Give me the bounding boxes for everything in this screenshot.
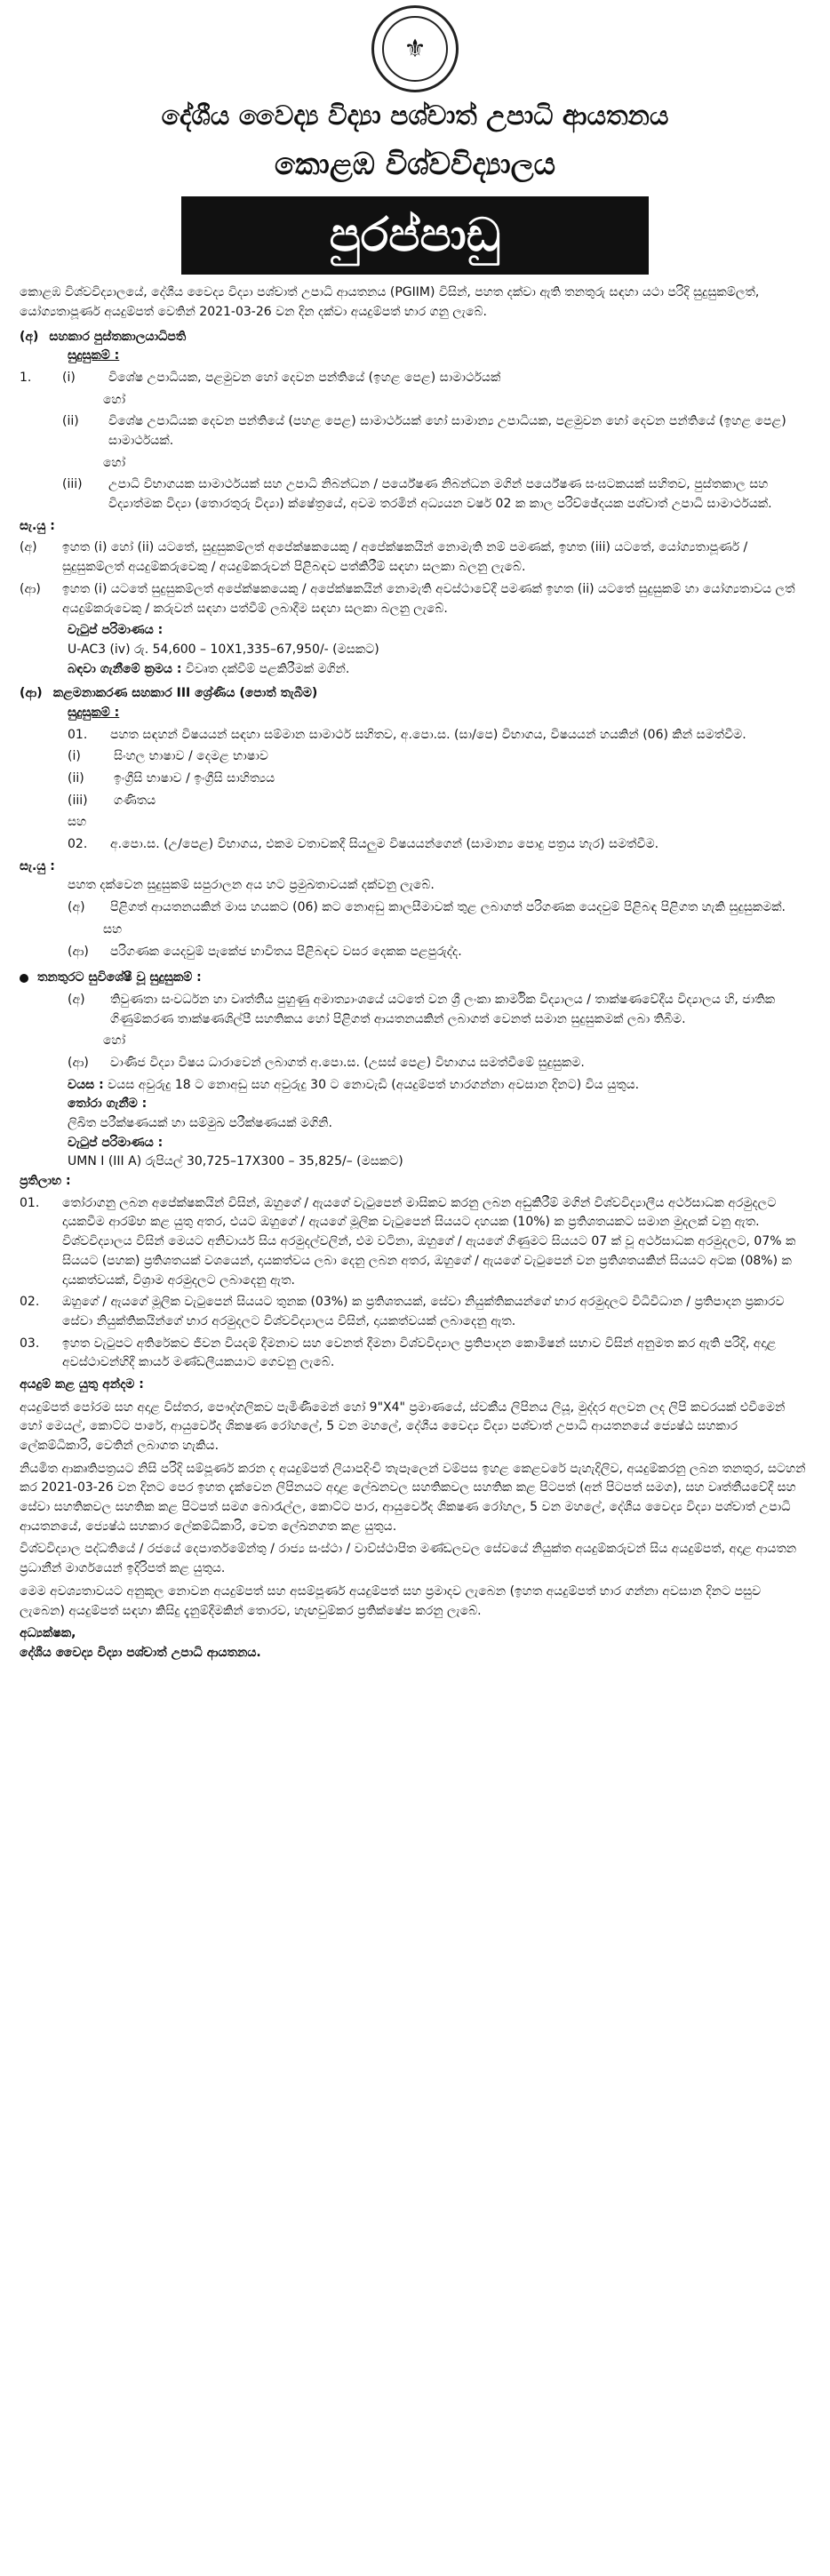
benefits-head: ප්‍රතිලාභ :	[20, 1174, 71, 1189]
crest-emblem-icon: ⚜	[382, 16, 448, 82]
signature-institute: දේශීය වෛද්‍ය විද්‍යා පශ්චාත් උපාධි ආයතනය.	[20, 1645, 261, 1660]
post-a-item-1: 1. (i) විශේෂ උපාධියක, පළමුවන හෝ දෙවන පන්තියේ (ඉහළ පෙළ) සාමාර්ථයක්	[20, 370, 501, 385]
apply-head: අයදුම් කළ යුතු අන්දම :	[20, 1376, 144, 1392]
post-b-subject-3: (iii) ගණිතය	[68, 793, 156, 808]
post-b-subject-1: (i) සිංහල භාෂාව / දෙමළ භාෂාව	[68, 749, 268, 764]
post-a-salary: U-AC3 (iv) රු. 54,600 – 10X1,335–67,950/- (මසකට)	[68, 642, 379, 657]
special-qual-head: තනතුරට සුවිශේෂී වූ සුදුසුකම් :	[20, 969, 809, 988]
special-qual-2: (ආ) වාණිජ විද්‍යා විෂය ධාරාවෙන් ලබාගත් අ.පො.ස. (උසස් පෙළ) විභාගය සමත්වීමේ සුදුසුකම.	[68, 1055, 585, 1070]
post-b-qual-1: 01. පහත සඳහන් විෂයයන් සඳහා සම්මාන සාමාර්ථ සහිතව, අ.පො.ස. (සා/පෙ) විභාගය, විෂයයන් හයකින් (06) කින් සමත්වීම.	[68, 727, 746, 742]
post-b-qual-2: 02. අ.පො.ස. (උ/පෙළ) විභාගය, එකම වතාවකදී සියලුම විෂයයන්ගෙන් (සාමාන්‍ය පොදු පත්‍රය හැර) සමත්වීම.	[68, 837, 659, 852]
post-b-select-head: තෝරා ගැනීම :	[68, 1097, 148, 1112]
post-a-item-3: (iii) උපාධි විභාගයක සාමාර්ථයක් සහ උපාධි නිබන්ධන / පර්යේෂණ නිබන්ධන මගින් පර්යේෂණ සංඝටකයක් සහිතව, පුස්තකාල සහ විද්‍යාත්මක විද්‍යා (තොරතුරු විද්‍යා) ක්ෂේත්‍රයේ, අවම තරමින් අධ්‍යයන වර්ෂ 02 ක කාල පරිච්ඡේදයක පශ්චාත් උපාධි සාමාර්ථයක්.	[62, 477, 772, 512]
or-text: හෝ	[103, 1033, 126, 1049]
post-b-heading: (ආ) කළමනාකරණ සහකාර III ශ්‍රේණිය (පොත් තැබීම)	[20, 686, 318, 701]
post-a-salary-head: වැටුප් පරිමාණය :	[68, 623, 164, 638]
apply-para-2: නියමිත ආකෘතිපත්‍රයට නිසි පරිදි සම්පූර්ණ කරන ද අයදුම්පත් ලියාපදිංචි තැපෑලෙන් වම්පස ඉහළ කෙළවරේ පැහැදිලිව, අයදුම්කරනු ලබන තනතුර, සටහන් කර 2021-03-26 වන දිනට පෙර ඉහත දැක්වෙන ලිපිනයට අදාළ ලේඛනවල සහතිකවල සහතික කළ පිටපත් (අන් පිටපත් සමග), සහ වෘත්තීයවේදී සහ සේවා සහතිකවල සහතික කළ පිටපත් සමග බොරැල්ල, කොට්ට පාර, ආයුර්වේද ශිකෂණ රෝහල, 5 වන මහලේ, දේශීය වෛද්‍ය විද්‍යා පශ්චාත් උපාධි ආයතනයේ, ජ්‍යෙෂ්ඨ සහකාර ලේකම්ධිකාරි, වෙත ලේඛනගත කළ යුතුය.	[20, 1461, 806, 1534]
post-b-note-2: (ආ) පරිගණක යෙදවුම් පැකේජ භාවිතය පිළිබඳව වසර දෙකක පළපුරුද්ද.	[68, 944, 462, 959]
post-a-note-head: සැ.යු :	[20, 518, 55, 533]
post-b-note-intro: පහත දක්වෙන සුදුසුකම් සපුරාලන අය හට ප්‍රමුඛතාවයක් දක්වනු ලැබේ.	[68, 878, 435, 893]
institute-title: දේශීය වෛද්‍ය විද්‍යා පශ්චාත් උපාධි ආයතනය	[161, 100, 669, 132]
post-b-qual-head: සුදුසුකම් :	[68, 705, 120, 720]
or-text: හෝ	[103, 455, 126, 470]
post-a-recruit: බඳවා ගැනීමේ ක්‍රමය : විවෘත දක්වීම් පළකිරීමක් මගින්.	[68, 661, 350, 676]
apply-para-1: අයදුම්පත් පෝරම සහ අදාළ විස්තර, පෞද්ගලිකව පැමිණීමෙන් හෝ 9"X4" ප්‍රමාණයේ, ස්වකීය ලිපිනය ලියූ, මුද්දර අලවන ලද ලිපි කවරයක් එවීමෙන් හෝ මෙයල්, කොට්ට පාරේ, ආයුර්වේද ශිකෂණ රෝහලේ, 5 වන මහලේ, දේශීය වෛද්‍ය විද්‍යා පශ්චාත් උපාධි ආයතනයේ ජ්‍යෙෂ්ඨ සහකාර ලේකම්ධිකාරි, වෙතින් ලබාගත හැකිය.	[20, 1400, 786, 1453]
university-crest-logo	[371, 5, 459, 92]
post-a-note-2: (ආ) ඉහත (i) යටතේ සුදුසුකම්ලත් අපේක්ෂකයෙකු / අපේක්ෂකයින් නොමැති අවස්ථාවේදී පමණක් ඉහත (ii) යටතේ සුදුසුකම් හා යෝග්‍යතාවය ලත් අයදුම්කරුවෙකු / කරුවන් සඳහා පත්වීම් ලබාදීම සඳහා සලකා බලනු ලැබේ.	[20, 581, 795, 616]
signature-title: අධ්‍යක්ෂක,	[20, 1626, 76, 1641]
post-a-item-2: (ii) විශේෂ උපාධියක දෙවන පන්තියේ (පහළ පෙළ) සාමාර්ථයක් හෝ සාමාන්‍ය උපාධියක, පළමුවන හෝ දෙවන පන්තියේ (ඉහළ පෙළ) සාමාර්ථයක්.	[62, 414, 786, 448]
post-b-salary-head: වැටුප් පරිමාණය :	[68, 1135, 164, 1150]
apply-para-4: මෙම අවශ්‍යතාවයට අනුකූල නොවන අයදුම්පත් සහ අසම්පූර්ණ අයදුම්පත් සහ ප්‍රමාදව ලැබෙන (ඉහත අයදුම්පත් භාර ගන්නා අවසාන දිනට පසුව ලැබෙන) අයදුම්පත් සඳහා කිසිදු දැනුම්දීමකින් තොරව, හැඟවුම්කර ප්‍රතික්ෂේප කරනු ලැබේ.	[20, 1583, 762, 1618]
vacancies-banner: පුරප්පාඩු	[181, 196, 649, 275]
post-b-age: වයස : වයස අවුරුදු 18 ට නොඅඩු සහ අවුරුදු 30 ට නොවැඩි (අයදුම්පත් භාරගන්නා අවසාන දිනට) විය යුතුය.	[68, 1077, 640, 1092]
post-a-qual-head: සුදුසුකම් :	[68, 348, 120, 363]
apply-para-3: විශ්වවිද්‍යාල පද්ධතියේ / රජයේ දෙපාර්තමේන්තු / රාජ්‍ය සංස්ථා / වාව්ස්ථාපිත මණ්ඩලවල සේවයේ නියුක්ත අයදුම්කරුවන් සිය අයදුම්පත්, අදාළ ආයතන ප්‍රධානීන් මාර්ගයෙන් ඉදිරිපත් කළ යුතුය.	[20, 1542, 797, 1576]
intro-paragraph: කොළඹ විශ්වවිද්‍යාලයේ, දේශීය වෛද්‍ය විද්‍යා පශ්චාත් උපාධි ආයතනය (PGIIM) විසින්, පහත දක්වා ඇති තනතුරු සඳහා යථා පරිදි සුදුසුකම්ලත්, යෝග්‍යතාපූර්ණ අයදුම්පත් වෙතින් 2021-03-26 වන දින දක්වා අයදුම්පත් භාර ගනු ලැබේ.	[20, 285, 760, 319]
or-text: හෝ	[103, 392, 126, 407]
special-qual-1: (අ) තිවුණතා සංවර්ධන හා වෘත්තීය පුහුණු අමාත්‍යාංශයේ යටතේ වන ශ්‍රී ලංකා කාර්මික විද්‍යාලය / තාක්ෂණවේදීය විද්‍යාලය හි, ජාතික ගිණුම්කරණ තාක්ෂණශිල්පී සහතිකය හෝ පිළිගත් ආයතනයකින් ලබාගත් වෙනත් සමාන සුදුසුකමක් ලබා තිබීම.	[68, 992, 776, 1026]
post-a-heading: (අ) සහකාර පුස්තකාලයාධිපති	[20, 329, 187, 344]
post-b-select: ලිඛිත පරීක්ෂණයක් හා සම්මුඛ පරීක්ෂණයක් මගිනි.	[68, 1116, 332, 1130]
post-b-note-head: සැ.යු :	[20, 858, 55, 873]
benefit-item-3: 03. ඉහත වැටුපට අතිරේකව ජීවන වියදම් දීමනාව සහ වෙනත් දීමනා විශ්වවිද්‍යාල ප්‍රතිපාදන කොමිෂන් සභාව විසින් අනුමත කර ඇති පරිදි, අදාළ අවස්ථාවන්හිදී කාර්ය මණ්ඩලීයකයාට ගෙවනු ලැබේ.	[20, 1336, 777, 1370]
post-b-salary: UMN I (III A) රුපියල් 30,725–17X300 – 35,825/– (මසකට)	[68, 1154, 403, 1169]
and-text: සහ	[103, 921, 123, 937]
university-title: කොළඹ විශ්වවිද්‍යාලය	[274, 146, 556, 182]
post-b-subject-2: (ii) ඉංග්‍රීසි භාෂාව / ඉංග්‍රීසි සාහිත්‍යය	[68, 771, 275, 786]
post-a-note-1: (අ) ඉහත (i) හෝ (ii) යටතේ, සුදුසුකම්ලත් අපේක්ෂකයෙකු / අපේක්ෂකයින් නොමැති නම් පමණක්, ඉහත (iii) යටතේ, යෝග්‍යතාපූර්ණ / සුදුසුකම්ලත් අයදුම්කරුවෙකු / අයදුම්කරුවන් පිළිබඳව පත්කිරීම් සඳහා සලකා බලනු ලැබේ.	[20, 540, 748, 575]
benefit-item-2: 02. ඔහුගේ / ඇයගේ මූලික වැටුපෙන් සියයට තුනක (03%) ක ප්‍රතිශතයක්, සේවා නියුක්තිකයන්ගේ භාර අරමුදලට විධිවිධාන / ප්‍රතිපාදන ප්‍රකාරව සේවා නියුක්තිකයින්ගේ භාර අරමුදලට විශ්වවිද්‍යාලය විසින්, දායකත්වයක් ලබාදෙනු ඇත.	[20, 1295, 785, 1328]
post-b-note-1: (අ) පිළිගත් ආයතනයකින් මාස හයකට (06) කට නොඅඩු කාලසීමාවක් තුළ ලබාගත් පරිගණක යෙදවුම් පිළිබඳ පිළිගත හැකි සුදුසුකමක්.	[68, 900, 786, 915]
and-text: සහ	[68, 815, 87, 830]
benefit-item-1: 01. තෝරාගනු ලබන අපේක්ෂකයින් විසින්, ඔහුගේ / ඇයගේ වැටුපෙන් මාසිකව කරනු ලබන අඩුකිරීම් මගින් විශ්වවිද්‍යාලීය අර්ථසාධක අරමුදලට දායකවීම ආරම්භ කළ යුතු අතර, එයට ඔහුගේ / ඇයගේ මූලික වැටුපෙන් සියයට දහයක (10%) ක ප්‍රතිශතයකට සමාන මුදලක් වනු ඇත. විශ්වවිද්‍යාලය විසින් මෙයට අනිවාර්ය සිය අරමුදල්වලින්, එම වටිනා, ඔහුගේ / ඇයගේ ගිණුමට සියයට 07 ක් වූ අර්ථසාධක අරමුදලට, 07% ක සියයට (පහක) ප්‍රතිශතයක් වශයෙන්, දායකත්වය ලබා දෙනු ලබන අතර, ඔහුගේ / ඇයගේ වැටුපෙන් වන ප්‍රතිශතයකින් සියයට අටක (08%) ක දායකත්වයක්, විශ්‍රාම අරමුදලට ලබාදෙනු ඇත.	[20, 1195, 796, 1288]
